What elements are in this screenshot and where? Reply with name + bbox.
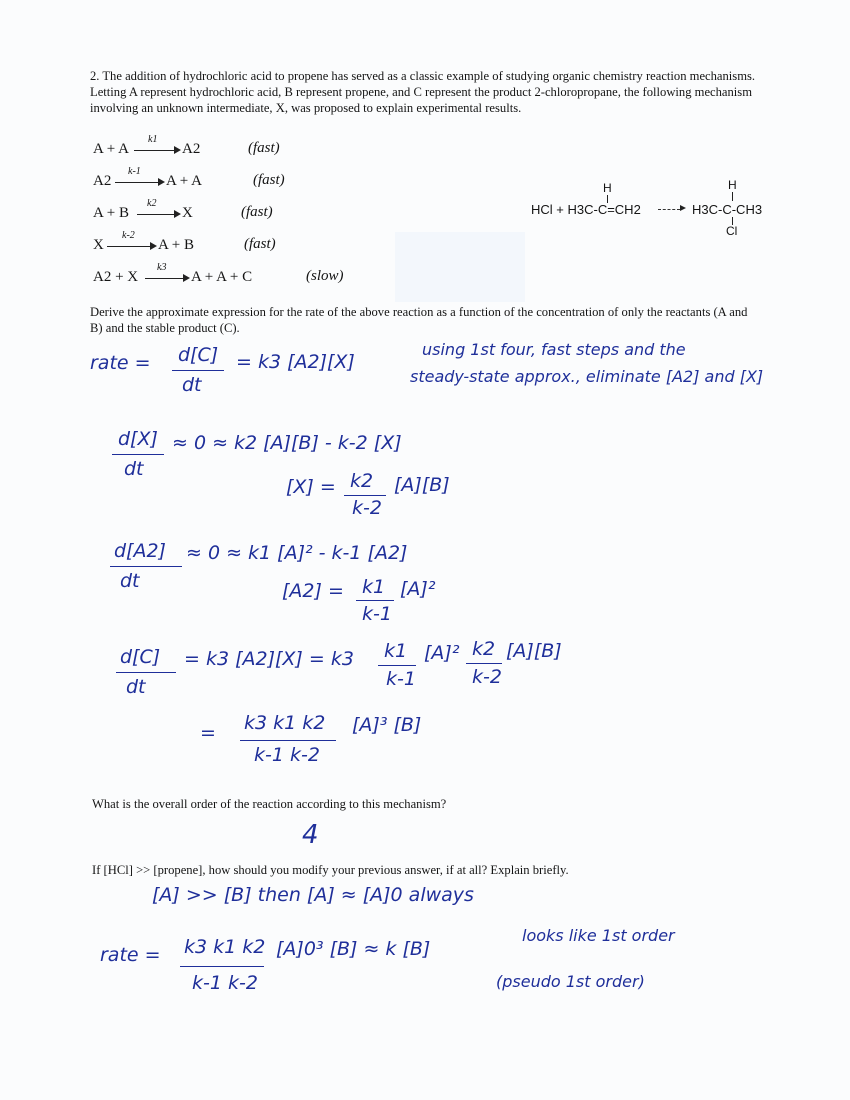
hw-pseudo: (pseudo 1st order) bbox=[496, 972, 645, 991]
question-intro: 2. The addition of hydrochloric acid to propene has served as a classic example of studying organic chemistry reaction mechanisms. Letting A represent hydrochloric acid, B represent propene, and C represent the product 2-chloropropane, the following mechanism involving an unknown intermediate, X, was proposed to explain experimental results. bbox=[90, 69, 756, 115]
hw-A2-num: k1 bbox=[362, 576, 386, 598]
hw-A2-den: k-1 bbox=[362, 603, 392, 625]
structure-cl: Cl bbox=[726, 224, 738, 238]
hw-sub-d2: k-2 bbox=[472, 666, 502, 688]
step5-k: k3 bbox=[157, 262, 167, 273]
structure-h-left: H bbox=[603, 181, 612, 195]
hw-X-num: k2 bbox=[350, 470, 374, 492]
step3-right: X bbox=[182, 205, 193, 221]
hw-final-eq: = bbox=[200, 722, 216, 744]
hw-note-1: using 1st four, fast steps and the bbox=[422, 340, 686, 359]
step2-left: A2 bbox=[93, 173, 112, 189]
structure-arrow-line bbox=[658, 209, 680, 210]
hw-dA2-num: d[A2] bbox=[114, 540, 166, 562]
hw-dC-num: d[C] bbox=[178, 344, 219, 366]
step1-arrowhead bbox=[174, 146, 181, 154]
hw-dt-2: dt bbox=[124, 458, 144, 480]
hw-frac-line-6 bbox=[116, 672, 176, 673]
step4-arrowhead bbox=[150, 242, 157, 250]
step5-arrowhead bbox=[183, 274, 190, 282]
hw-dt-1: dt bbox=[182, 374, 202, 396]
hw-frac-line-8 bbox=[466, 663, 502, 664]
hw-dt-4: dt bbox=[126, 676, 146, 698]
structure-bond-top bbox=[732, 192, 733, 201]
step5-arrow bbox=[145, 278, 183, 279]
hw-dX-num: d[X] bbox=[118, 428, 158, 450]
step2-k: k-1 bbox=[128, 166, 141, 177]
step3-arrow bbox=[137, 214, 174, 215]
step3-k: k2 bbox=[147, 198, 157, 209]
step4-k: k-2 bbox=[122, 230, 135, 241]
hw-X-tail: [A][B] bbox=[394, 474, 450, 496]
step2-speed: (fast) bbox=[253, 172, 285, 188]
hw-sub-d1: k-1 bbox=[386, 668, 416, 690]
hw-X-lhs: [X] = bbox=[286, 476, 336, 498]
scan-smudge bbox=[395, 232, 525, 302]
step5-right: A + A + C bbox=[191, 269, 253, 285]
hw-order-answer: 4 bbox=[302, 820, 319, 850]
hw-looks: looks like 1st order bbox=[522, 926, 675, 945]
step1-k: k1 bbox=[148, 134, 158, 145]
structure-reactants: HCl + H3C-C=CH2 bbox=[531, 202, 641, 217]
step3-left: A + B bbox=[93, 205, 129, 221]
hw-frac-line-7 bbox=[378, 665, 416, 666]
hw-note-2: steady-state approx., eliminate [A2] and [X] bbox=[410, 367, 764, 386]
step1-speed: (fast) bbox=[248, 140, 280, 156]
hw-dt-3: dt bbox=[120, 570, 140, 592]
hw-rate2-num: k3 k1 k2 bbox=[184, 936, 266, 958]
hw-dC-num-2: d[C] bbox=[120, 646, 161, 668]
hw-frac-line-10 bbox=[180, 966, 264, 967]
hw-frac-line-3 bbox=[344, 495, 386, 496]
hw-rate-label: rate = bbox=[90, 352, 151, 374]
hw-final-tail: [A]³ [B] bbox=[352, 714, 422, 736]
hw-dX-rhs: ≈ 0 ≈ k2 [A][B] - k-2 [X] bbox=[172, 432, 402, 454]
hw-rate2-label: rate = bbox=[100, 944, 161, 966]
structure-arrowhead bbox=[680, 205, 686, 211]
hw-final-den: k-1 k-2 bbox=[254, 744, 320, 766]
hw-excess-line: [A] >> [B] then [A] ≈ [A]0 always bbox=[152, 884, 474, 906]
step5-left: A2 + X bbox=[93, 269, 139, 285]
order-prompt: What is the overall order of the reaction according to this mechanism? bbox=[92, 797, 447, 811]
hw-rate-rhs: = k3 [A2][X] bbox=[236, 351, 355, 373]
hw-sub-tail: [A][B] bbox=[506, 640, 562, 662]
hw-rate2-den: k-1 k-2 bbox=[192, 972, 258, 994]
hw-frac-line-2 bbox=[112, 454, 164, 455]
hw-dC-rhs: = k3 [A2][X] = k3 bbox=[184, 648, 354, 670]
step5-speed: (slow) bbox=[306, 268, 344, 284]
step1-arrow bbox=[134, 150, 174, 151]
step3-speed: (fast) bbox=[241, 204, 273, 220]
structure-h-right: H bbox=[728, 178, 737, 192]
excess-prompt: If [HCl] >> [propene], how should you modify your previous answer, if at all? Explain briefly. bbox=[92, 863, 569, 877]
step2-arrow bbox=[115, 182, 158, 183]
step3-arrowhead bbox=[174, 210, 181, 218]
step4-speed: (fast) bbox=[244, 236, 276, 252]
hw-A2-tail: [A]² bbox=[400, 578, 436, 600]
hw-dA2-rhs: ≈ 0 ≈ k1 [A]² - k-1 [A2] bbox=[186, 542, 408, 564]
hw-frac-line-4 bbox=[110, 566, 182, 567]
hw-frac-line-9 bbox=[240, 740, 336, 741]
hw-frac-line-1 bbox=[172, 370, 224, 371]
hw-sub-n1: k1 bbox=[384, 640, 408, 662]
hw-frac-line-5 bbox=[356, 600, 394, 601]
step4-right: A + B bbox=[158, 237, 194, 253]
step4-arrow bbox=[107, 246, 150, 247]
step2-arrowhead bbox=[158, 178, 165, 186]
hw-sub-n2: k2 bbox=[472, 638, 496, 660]
hw-final-num: k3 k1 k2 bbox=[244, 712, 326, 734]
hw-rate2-tail: [A]0³ [B] ≈ k [B] bbox=[276, 938, 431, 960]
step1-left: A + A bbox=[93, 141, 129, 157]
step4-left: X bbox=[93, 237, 104, 253]
hw-X-den: k-2 bbox=[352, 497, 382, 519]
derive-prompt: Derive the approximate expression for the rate of the above reaction as a function of the concentration of only the reactants (A and B) and the stable product (C). bbox=[90, 305, 748, 335]
step1-right: A2 bbox=[182, 141, 201, 157]
hw-A2-lhs: [A2] = bbox=[282, 580, 344, 602]
hw-sub-mid: [A]² bbox=[424, 642, 460, 664]
structure-product: H3C-C-CH3 bbox=[692, 202, 763, 217]
step2-right: A + A bbox=[166, 173, 202, 189]
